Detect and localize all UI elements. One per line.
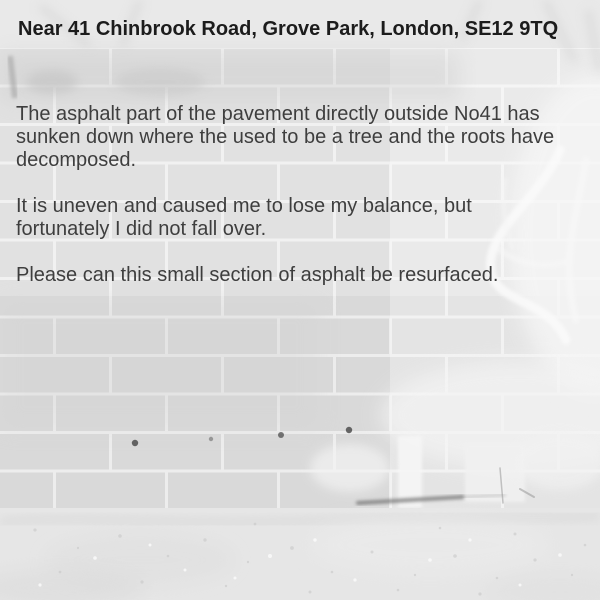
- report-paragraph-3: [16, 264, 586, 287]
- text-line: decomposed.: [16, 149, 137, 171]
- text-line: It is uneven and caused me to lose my balance, but: [16, 195, 472, 217]
- text-line: sunken down where the used to be a tree and the roots have: [16, 126, 555, 148]
- text-line: Please can this small section of asphalt be resurfaced.: [16, 264, 499, 286]
- report-title: Near 41 Chinbrook Road, Grove Park, London, SE12 9TQ: [18, 18, 559, 40]
- text-line: fortunately I did not fall over.: [16, 218, 267, 240]
- text-line: The asphalt part of the pavement directly outside No41 has: [16, 103, 540, 125]
- report-paragraph-1: [16, 103, 586, 172]
- report-paragraph-2: [16, 195, 586, 241]
- report-description: [16, 103, 586, 310]
